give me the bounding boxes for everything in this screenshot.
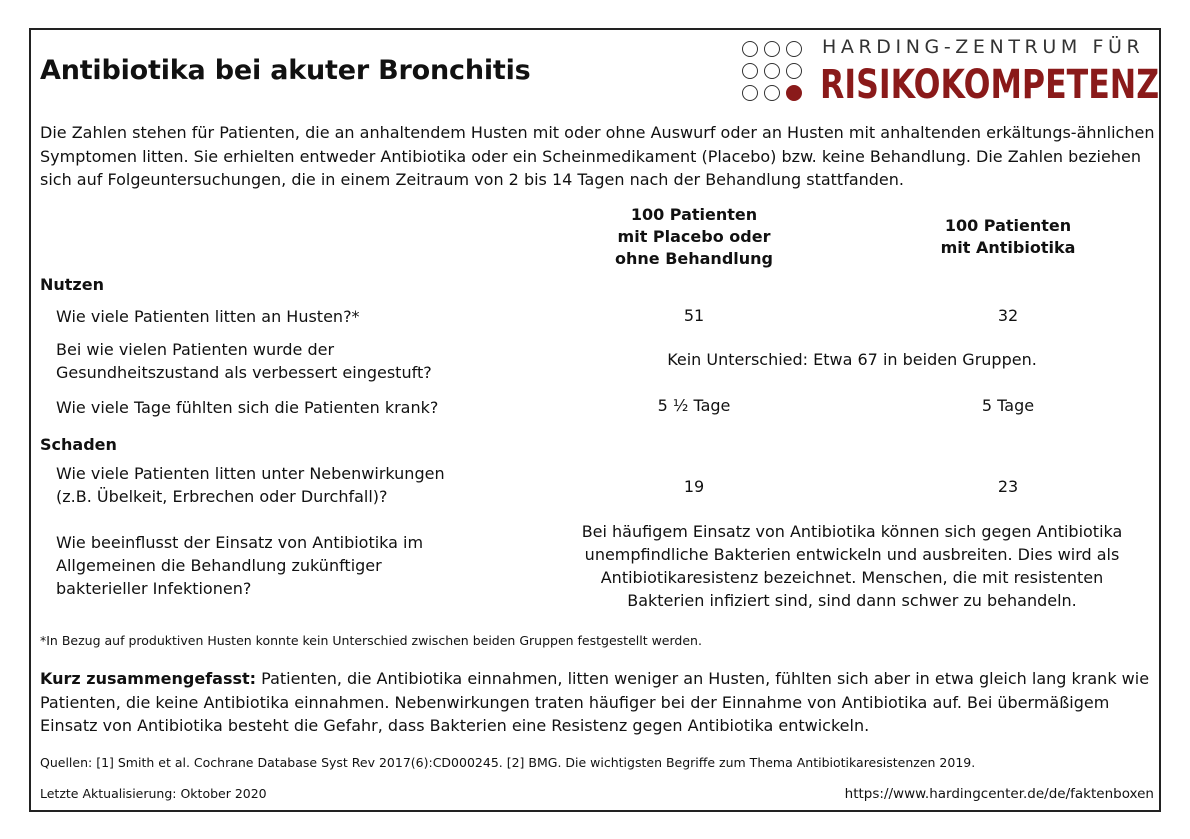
section-heading-nutzen: Nutzen [40,275,104,294]
last-updated: Letzte Aktualisierung: Oktober 2020 [40,786,267,801]
question-krankheitstage: Wie viele Tage fühlten sich die Patienten krank? [56,398,439,417]
value-placebo-husten: 51 [683,306,705,325]
logo-dot-filled-icon [786,85,802,101]
column-header-line: ohne Behandlung [615,249,773,268]
question-gesundheitszustand [56,338,432,384]
question-husten: Wie viele Patienten litten an Husten?* [56,307,360,326]
intro-text: Die Zahlen stehen für Patienten, die an anhaltendem Husten mit oder ohne Auswurf oder an Husten mit anhaltenden erkältungs-ähnlichen Symptomen litten. Sie erhielten entweder Antibiotika oder ein Scheinmedikament (Placebo) bzw. keine Behandlung. Die Zahlen beziehen sich auf Folgeuntersuchungen, die in einem Zeitraum von 2 bis 14 Tagen nach der Behandlung stattfanden. [40,123,1155,189]
logo-dot-icon [786,41,802,57]
section-heading-schaden: Schaden [40,435,117,454]
logo-dot-icon [742,85,758,101]
logo-dot-icon [742,41,758,57]
answer-line: unempfindliche Bakterien entwickeln und ausbreiten. Dies wird als [584,545,1120,564]
question-line: bakterieller Infektionen? [56,579,252,598]
question-nebenwirkungen [56,462,445,508]
value-combined-gesundheitszustand: Kein Unterschied: Etwa 67 in beiden Gruppen. [667,350,1037,369]
column-header-antibiotika [908,215,1108,259]
logo-dot-icon [786,63,802,79]
question-line: Wie viele Patienten litten unter Nebenwirkungen [56,464,445,483]
question-line: Allgemeinen die Behandlung zukünftiger [56,556,382,575]
value-antibiotika-husten: 32 [997,306,1019,325]
summary [40,667,1155,738]
value-antibiotika-krankheitstage: 5 Tage [981,396,1035,415]
logo-line-2: RISIKOKOMPETENZ [820,62,1160,108]
logo-line-1: HARDING-ZENTRUM FÜR [822,36,1145,58]
logo-dot-icon [764,85,780,101]
footnote: *In Bezug auf produktiven Husten konnte kein Unterschied zwischen beiden Gruppen festgestellt werden. [40,633,702,648]
sources: Quellen: [1] Smith et al. Cochrane Database Syst Rev 2017(6):CD000245. [2] BMG. Die wichtigsten Begriffe zum Thema Antibiotikaresistenzen 2019. [40,755,976,770]
logo-dot-icon [764,63,780,79]
page-title: Antibiotika bei akuter Bronchitis [40,55,531,86]
answer-line: Bei häufigem Einsatz von Antibiotika können sich gegen Antibiotika [581,522,1123,541]
harding-center-logo [742,34,1160,108]
summary-label: Kurz zusammengefasst: [40,669,257,688]
value-combined-resistenz [552,520,1152,612]
column-header-line: mit Antibiotika [940,238,1076,257]
summary-text: Patienten, die Antibiotika einnahmen, litten weniger an Husten, fühlten sich aber in etwa gleich lang krank wie Patienten, die keine Antibiotika einnahmen. Nebenwirkungen traten häufiger bei der Einnahme von Antibiotika auf. Bei übermäßigem Einsatz von Antibiotika besteht die Gefahr, dass Bakterien eine Resistenz gegen Antibiotika entwickeln. [40,669,1150,735]
column-header-line: 100 Patienten [944,216,1072,235]
column-header-placebo [594,204,794,270]
value-placebo-krankheitstage: 5 ½ Tage [657,396,731,415]
logo-dot-icon [764,41,780,57]
logo-dot-icon [742,63,758,79]
column-header-line: mit Placebo oder [617,227,771,246]
column-header-line: 100 Patienten [630,205,758,224]
value-placebo-nebenwirkungen: 19 [683,477,705,496]
question-resistenz [56,531,423,600]
question-line: Bei wie vielen Patienten wurde der [56,340,335,359]
question-line: Gesundheitszustand als verbessert eingestuft? [56,363,432,382]
answer-line: Bakterien infiziert sind, sind dann schwer zu behandeln. [627,591,1077,610]
question-line: Wie beeinflusst der Einsatz von Antibiotika im [56,533,424,552]
answer-line: Antibiotikaresistenz bezeichnet. Menschen, die mit resistenten [600,568,1104,587]
question-line: (z.B. Übelkeit, Erbrechen oder Durchfall)? [56,487,388,506]
factbox-link[interactable]: https://www.hardingcenter.de/de/faktenboxen [844,786,1154,802]
value-antibiotika-nebenwirkungen: 23 [997,477,1019,496]
